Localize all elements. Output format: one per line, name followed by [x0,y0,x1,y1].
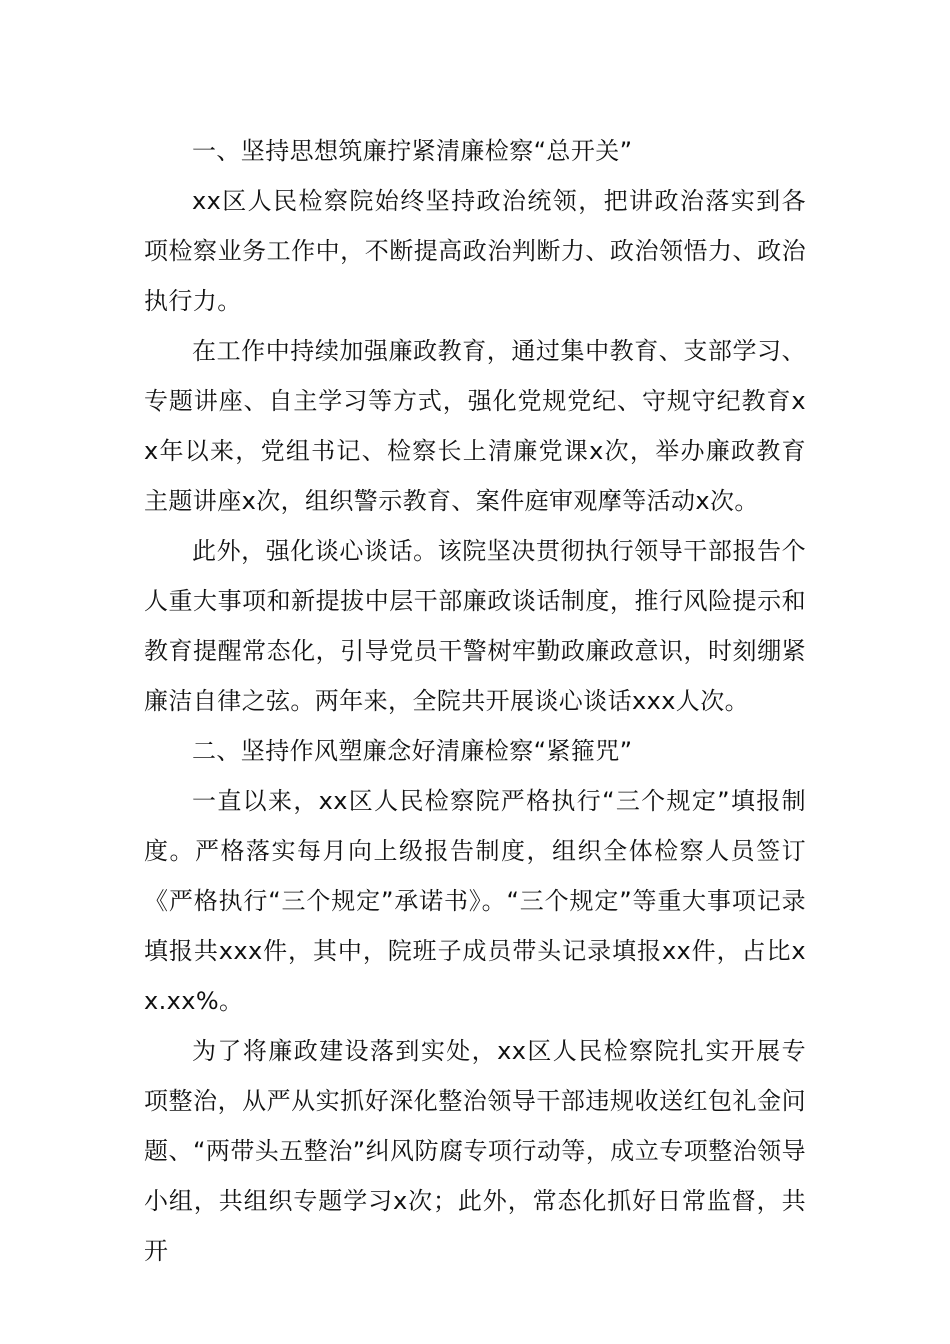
section-heading-1: 一、坚持思想筑廉拧紧清廉检察“总开关” [192,137,633,165]
document-body [144,126,806,1276]
body-paragraph-3: 此外，强化谈心谈话。该院坚决贯彻执行领导干部报告个人重大事项和新提拔中层干部廉政谈话制度，推行风险提示和教育提醒常态化，引导党员干警树牢勤政廉政意识，时刻绷紧廉洁自律之弦。两年来，全院共开展谈心谈话xxx人次。 [144,537,806,715]
section-heading-2: 二、坚持作风塑廉念好清廉检察“紧箍咒” [192,737,633,765]
body-paragraph-1: xx区人民检察院始终坚持政治统领，把讲政治落实到各项检察业务工作中，不断提高政治判断力、政治领悟力、政治执行力。 [144,187,806,315]
body-paragraph-2: 在工作中持续加强廉政教育，通过集中教育、支部学习、专题讲座、自主学习等方式，强化党规党纪、守规守纪教育xx年以来，党组书记、检察长上清廉党课x次，举办廉政教育主题讲座x次，组织警示教育、案件庭审观摩等活动x次。 [144,337,806,515]
body-paragraph-4: 一直以来，xx区人民检察院严格执行“三个规定”填报制度。严格落实每月向上级报告制度，组织全体检察人员签订《严格执行“三个规定”承诺书》。“三个规定”等重大事项记录填报共xxx件，其中，院班子成员带头记录填报xx件，占比xx.xx%。 [144,787,806,1015]
body-paragraph-5: 为了将廉政建设落到实处，xx区人民检察院扎实开展专项整治，从严从实抓好深化整治领导干部违规收送红包礼金问题、“两带头五整治”纠风防腐专项行动等，成立专项整治领导小组，共组织专题学习x次；此外，常态化抓好日常监督，共开 [144,1037,806,1265]
